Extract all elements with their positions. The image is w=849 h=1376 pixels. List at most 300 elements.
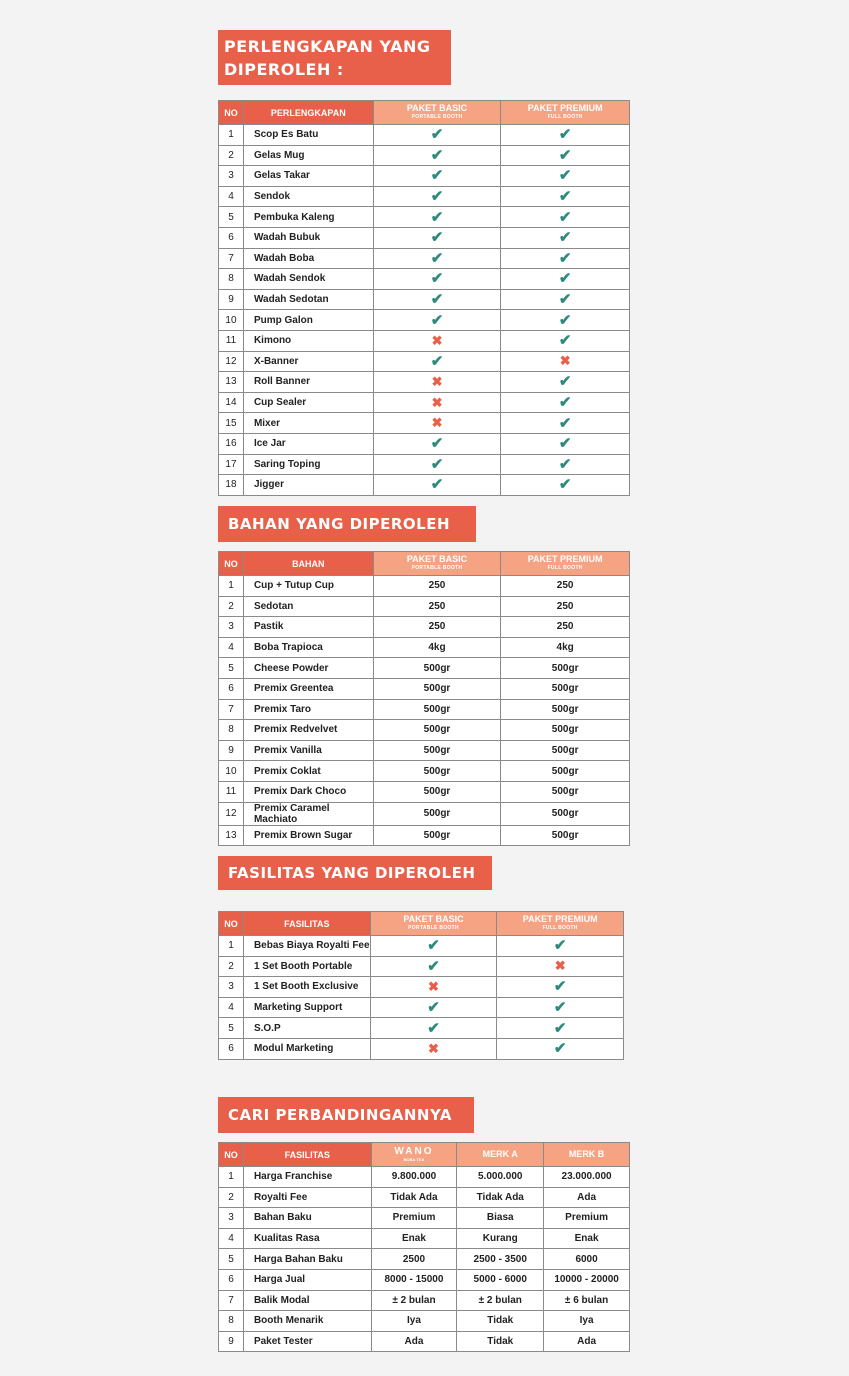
col-header-name: FASILITAS xyxy=(243,912,370,936)
row-label: Kimono xyxy=(243,330,373,351)
row-label: Cup Sealer xyxy=(243,392,373,413)
cell-b xyxy=(501,248,630,269)
cell-b xyxy=(501,372,630,393)
row-number: 11 xyxy=(219,330,244,351)
table-row xyxy=(219,1167,630,1188)
row-label: Sedotan xyxy=(243,596,373,617)
row-label: Harga Franchise xyxy=(243,1167,371,1188)
cell-a xyxy=(370,977,497,998)
col-header-premium-label: PAKET PREMIUM xyxy=(527,102,603,113)
row-label: Harga Jual xyxy=(243,1269,371,1290)
cell-a xyxy=(370,956,497,977)
table-row xyxy=(219,475,630,496)
cell-b: 250 xyxy=(501,576,630,597)
cell-b xyxy=(497,1038,624,1059)
row-number: 5 xyxy=(219,1249,244,1270)
table-row xyxy=(219,269,630,290)
check-icon: ✔ xyxy=(558,146,572,164)
cell-a: 250 xyxy=(373,617,501,638)
row-number: 4 xyxy=(219,186,244,207)
cell-a xyxy=(373,475,501,496)
cell-a: 250 xyxy=(373,596,501,617)
section-banner-perlengkapan xyxy=(218,30,451,85)
cell-b xyxy=(501,351,630,372)
section-title-line2: DIPEROLEH : xyxy=(224,60,344,79)
row-number: 11 xyxy=(219,781,244,802)
cell-b xyxy=(497,956,624,977)
check-icon: ✔ xyxy=(430,126,444,144)
row-label: Premix Dark Choco xyxy=(243,781,373,802)
row-number: 3 xyxy=(219,617,244,638)
cell-a xyxy=(373,330,501,351)
cell-a xyxy=(373,227,501,248)
check-icon: ✔ xyxy=(558,270,572,288)
table-row xyxy=(219,977,624,998)
check-icon: ✔ xyxy=(430,291,444,309)
row-label: Premix Redvelvet xyxy=(243,720,373,741)
check-icon: ✔ xyxy=(558,311,572,329)
cell-a xyxy=(373,433,501,454)
row-number: 15 xyxy=(219,413,244,434)
cell-a: 500gr xyxy=(373,699,501,720)
row-number: 8 xyxy=(219,720,244,741)
check-icon: ✔ xyxy=(558,291,572,309)
row-number: 9 xyxy=(219,289,244,310)
table-row xyxy=(219,330,630,351)
cell-a xyxy=(373,351,501,372)
table-row xyxy=(219,351,630,372)
cell-b: 500gr xyxy=(501,802,630,825)
cell-c: 6000 xyxy=(544,1249,630,1270)
col-header-basic-label: PAKET BASIC xyxy=(406,553,468,564)
table-row xyxy=(219,576,630,597)
cell-b: 500gr xyxy=(501,658,630,679)
row-label: Bahan Baku xyxy=(243,1208,371,1229)
table-row xyxy=(219,310,630,331)
row-label: 1 Set Booth Exclusive xyxy=(243,977,370,998)
cell-a: 4kg xyxy=(373,637,501,658)
cell-c: Iya xyxy=(544,1311,630,1332)
cell-a xyxy=(373,125,501,146)
cell-b xyxy=(501,413,630,434)
table-row xyxy=(219,145,630,166)
cell-b xyxy=(501,269,630,290)
row-number: 13 xyxy=(219,825,244,846)
table-row xyxy=(219,997,624,1018)
row-label: Marketing Support xyxy=(243,997,370,1018)
col-header-name: BAHAN xyxy=(243,552,373,576)
check-icon: ✔ xyxy=(430,146,444,164)
row-label: Premix Taro xyxy=(243,699,373,720)
row-label: Wadah Boba xyxy=(243,248,373,269)
cell-a: 2500 xyxy=(371,1249,457,1270)
cell-b xyxy=(501,392,630,413)
table-row xyxy=(219,781,630,802)
row-label: Cup + Tutup Cup xyxy=(243,576,373,597)
check-icon: ✔ xyxy=(430,249,444,267)
table-row xyxy=(219,125,630,146)
row-number: 5 xyxy=(219,658,244,679)
col-header-basic-label: PAKET BASIC xyxy=(406,102,468,113)
col-header-merk-a: MERK A xyxy=(457,1143,544,1167)
cell-c: Premium xyxy=(544,1208,630,1229)
cell-a xyxy=(373,372,501,393)
row-label: Paket Tester xyxy=(243,1331,371,1352)
section-title: FASILITAS YANG DIPEROLEH xyxy=(228,864,476,882)
col-header-no: NO xyxy=(219,1143,244,1167)
table-row xyxy=(219,740,630,761)
row-number: 10 xyxy=(219,761,244,782)
check-icon: ✔ xyxy=(430,352,444,370)
row-number: 13 xyxy=(219,372,244,393)
check-icon: ✔ xyxy=(430,229,444,247)
cell-b xyxy=(501,330,630,351)
row-number: 7 xyxy=(219,699,244,720)
section-title-line1: PERLENGKAPAN YANG xyxy=(224,37,431,56)
cell-b: Biasa xyxy=(457,1208,544,1229)
cell-b xyxy=(501,227,630,248)
cell-b xyxy=(497,977,624,998)
row-number: 14 xyxy=(219,392,244,413)
check-icon: ✔ xyxy=(558,332,572,350)
cell-b xyxy=(501,125,630,146)
table-row xyxy=(219,658,630,679)
section-banner-bahan xyxy=(218,506,476,542)
cell-b: Tidak xyxy=(457,1311,544,1332)
cell-a: 500gr xyxy=(373,761,501,782)
cell-b: 4kg xyxy=(501,637,630,658)
table-bahan xyxy=(218,551,630,846)
row-label: Pastik xyxy=(243,617,373,638)
check-icon: ✔ xyxy=(558,229,572,247)
table-row xyxy=(219,433,630,454)
check-icon: ✔ xyxy=(553,1040,567,1058)
table-body xyxy=(219,125,630,496)
cell-a: Premium xyxy=(371,1208,457,1229)
col-header-premium xyxy=(501,101,630,125)
row-number: 5 xyxy=(219,207,244,228)
row-number: 6 xyxy=(219,227,244,248)
col-header-basic xyxy=(373,101,501,125)
table-row xyxy=(219,1187,630,1208)
check-icon: ✔ xyxy=(430,455,444,473)
col-header-merk-b: MERK B xyxy=(544,1143,630,1167)
row-label: Premix Caramel Machiato xyxy=(243,802,373,825)
row-label: Premix Brown Sugar xyxy=(243,825,373,846)
row-number: 1 xyxy=(219,125,244,146)
cell-a: 250 xyxy=(373,576,501,597)
table-row xyxy=(219,166,630,187)
cell-a: 500gr xyxy=(373,825,501,846)
row-label: Gelas Mug xyxy=(243,145,373,166)
col-header-premium xyxy=(497,912,624,936)
table-body xyxy=(219,936,624,1060)
cell-a: ± 2 bulan xyxy=(371,1290,457,1311)
cell-b: ± 2 bulan xyxy=(457,1290,544,1311)
cell-a xyxy=(373,186,501,207)
row-label: Roll Banner xyxy=(243,372,373,393)
col-header-premium-sub: FULL BOOTH xyxy=(547,564,583,571)
row-label: Wadah Sendok xyxy=(243,269,373,290)
row-label: Scop Es Batu xyxy=(243,125,373,146)
cell-a xyxy=(373,289,501,310)
check-icon: ✔ xyxy=(430,208,444,226)
cross-icon: ✖ xyxy=(554,958,566,974)
row-label: Wadah Sedotan xyxy=(243,289,373,310)
col-header-basic-sub: PORTABLE BOOTH xyxy=(408,924,459,931)
row-number: 4 xyxy=(219,1228,244,1249)
row-number: 3 xyxy=(219,166,244,187)
check-icon: ✔ xyxy=(427,937,440,955)
table-row xyxy=(219,936,624,957)
table-row xyxy=(219,617,630,638)
table-row xyxy=(219,1290,630,1311)
row-number: 16 xyxy=(219,433,244,454)
row-label: Balik Modal xyxy=(243,1290,371,1311)
row-label: Kualitas Rasa xyxy=(243,1228,371,1249)
row-label: Saring Toping xyxy=(243,454,373,475)
row-number: 8 xyxy=(219,269,244,290)
col-header-basic xyxy=(370,912,497,936)
row-number: 2 xyxy=(219,145,244,166)
col-header-name: PERLENGKAPAN xyxy=(243,101,373,125)
table-row xyxy=(219,637,630,658)
section-banner-fasilitas xyxy=(218,856,492,890)
row-label: Booth Menarik xyxy=(243,1311,371,1332)
row-label: Boba Trapioca xyxy=(243,637,373,658)
cell-b: Kurang xyxy=(457,1228,544,1249)
check-icon: ✔ xyxy=(558,414,572,432)
check-icon: ✔ xyxy=(553,937,567,955)
table-row xyxy=(219,825,630,846)
table-perlengkapan xyxy=(218,100,630,496)
check-icon: ✔ xyxy=(558,394,572,412)
row-label: Premix Vanilla xyxy=(243,740,373,761)
row-number: 1 xyxy=(219,576,244,597)
cell-b: 500gr xyxy=(501,781,630,802)
row-label: Harga Bahan Baku xyxy=(243,1249,371,1270)
cell-a: 8000 - 15000 xyxy=(371,1269,457,1290)
cell-b: Tidak xyxy=(457,1331,544,1352)
check-icon: ✔ xyxy=(430,188,444,206)
cell-b: 500gr xyxy=(501,740,630,761)
row-number: 2 xyxy=(219,596,244,617)
row-number: 4 xyxy=(219,997,244,1018)
cell-a xyxy=(370,997,497,1018)
cell-b: 500gr xyxy=(501,761,630,782)
cell-b: 2500 - 3500 xyxy=(457,1249,544,1270)
check-icon: ✔ xyxy=(430,167,444,185)
cell-b xyxy=(501,433,630,454)
wano-logo-sub: BOBA TEA xyxy=(403,1157,425,1162)
table-row xyxy=(219,1311,630,1332)
row-number: 7 xyxy=(219,1290,244,1311)
row-number: 9 xyxy=(219,740,244,761)
cell-b xyxy=(501,145,630,166)
cell-b xyxy=(501,454,630,475)
col-header-basic xyxy=(373,552,501,576)
col-header-no: NO xyxy=(219,912,244,936)
cell-b: Tidak Ada xyxy=(457,1187,544,1208)
table-row xyxy=(219,248,630,269)
cell-a: Iya xyxy=(371,1311,457,1332)
table-row xyxy=(219,186,630,207)
table-row xyxy=(219,1228,630,1249)
cell-b: 5.000.000 xyxy=(457,1167,544,1188)
row-label: Sendok xyxy=(243,186,373,207)
cell-b: 500gr xyxy=(501,720,630,741)
check-icon: ✔ xyxy=(558,126,572,144)
section-title: BAHAN YANG DIPEROLEH xyxy=(228,515,451,533)
check-icon: ✔ xyxy=(430,435,444,453)
row-label: S.O.P xyxy=(243,1018,370,1039)
cell-c: Enak xyxy=(544,1228,630,1249)
check-icon: ✔ xyxy=(558,373,572,391)
table-row xyxy=(219,207,630,228)
cell-a xyxy=(373,145,501,166)
row-label: Pembuka Kaleng xyxy=(243,207,373,228)
cell-b: 500gr xyxy=(501,699,630,720)
col-header-basic-sub: PORTABLE BOOTH xyxy=(411,564,463,571)
cell-a xyxy=(373,454,501,475)
cell-b: 250 xyxy=(501,596,630,617)
row-number: 7 xyxy=(219,248,244,269)
table-row xyxy=(219,1038,624,1059)
cell-a xyxy=(373,207,501,228)
row-label: Mixer xyxy=(243,413,373,434)
row-label: Premix Greentea xyxy=(243,678,373,699)
row-label: Royalti Fee xyxy=(243,1187,371,1208)
check-icon: ✔ xyxy=(558,167,572,185)
check-icon: ✔ xyxy=(558,188,572,206)
table-row xyxy=(219,392,630,413)
check-icon: ✔ xyxy=(558,455,572,473)
cross-icon: ✖ xyxy=(431,373,443,389)
table-row xyxy=(219,761,630,782)
row-label: Cheese Powder xyxy=(243,658,373,679)
row-number: 8 xyxy=(219,1311,244,1332)
table-row xyxy=(219,289,630,310)
cross-icon: ✖ xyxy=(559,353,571,369)
col-header-no: NO xyxy=(219,552,244,576)
row-number: 2 xyxy=(219,956,244,977)
check-icon: ✔ xyxy=(430,476,444,494)
cell-a: Ada xyxy=(371,1331,457,1352)
table-row xyxy=(219,1208,630,1229)
cell-c: 23.000.000 xyxy=(544,1167,630,1188)
table-row xyxy=(219,1269,630,1290)
table-fasilitas xyxy=(218,911,624,1060)
cell-a: Enak xyxy=(371,1228,457,1249)
cell-c: Ada xyxy=(544,1187,630,1208)
row-number: 3 xyxy=(219,977,244,998)
cross-icon: ✖ xyxy=(431,394,443,410)
cell-c: Ada xyxy=(544,1331,630,1352)
cell-b xyxy=(501,475,630,496)
col-header-basic-label: PAKET BASIC xyxy=(403,913,464,924)
row-number: 3 xyxy=(219,1208,244,1229)
cell-b xyxy=(501,207,630,228)
table-row xyxy=(219,454,630,475)
row-label: Premix Coklat xyxy=(243,761,373,782)
row-number: 1 xyxy=(219,1167,244,1188)
cell-b xyxy=(501,186,630,207)
table-row xyxy=(219,699,630,720)
col-header-premium-sub: FULL BOOTH xyxy=(547,113,583,120)
cross-icon: ✖ xyxy=(431,415,443,431)
cell-b: 5000 - 6000 xyxy=(457,1269,544,1290)
cell-a: 500gr xyxy=(373,720,501,741)
cross-icon: ✖ xyxy=(428,978,439,994)
table-row xyxy=(219,596,630,617)
row-number: 10 xyxy=(219,310,244,331)
cell-a xyxy=(373,248,501,269)
cell-b xyxy=(501,289,630,310)
cell-b xyxy=(497,1018,624,1039)
row-number: 6 xyxy=(219,1269,244,1290)
table-perbandingan xyxy=(218,1142,630,1352)
table-body xyxy=(219,1167,630,1352)
col-header-no: NO xyxy=(219,101,244,125)
cell-a xyxy=(373,310,501,331)
check-icon: ✔ xyxy=(430,270,444,288)
row-label: 1 Set Booth Portable xyxy=(243,956,370,977)
cell-a: 500gr xyxy=(373,781,501,802)
cell-a xyxy=(373,413,501,434)
col-header-premium-label: PAKET PREMIUM xyxy=(527,553,603,564)
row-number: 2 xyxy=(219,1187,244,1208)
row-label: Wadah Bubuk xyxy=(243,227,373,248)
table-row xyxy=(219,956,624,977)
cell-a: 500gr xyxy=(373,802,501,825)
row-number: 5 xyxy=(219,1018,244,1039)
row-label: Pump Galon xyxy=(243,310,373,331)
cell-a: 9.800.000 xyxy=(371,1167,457,1188)
cell-b xyxy=(497,936,624,957)
cell-a: 500gr xyxy=(373,740,501,761)
table-row xyxy=(219,802,630,825)
check-icon: ✔ xyxy=(558,249,572,267)
cell-b: 500gr xyxy=(501,678,630,699)
row-label: X-Banner xyxy=(243,351,373,372)
check-icon: ✔ xyxy=(558,435,572,453)
check-icon: ✔ xyxy=(427,957,440,975)
table-row xyxy=(219,1249,630,1270)
cell-a xyxy=(373,392,501,413)
cell-c: ± 6 bulan xyxy=(544,1290,630,1311)
col-header-name: FASILITAS xyxy=(243,1143,371,1167)
table-row xyxy=(219,1331,630,1352)
row-label: Jigger xyxy=(243,475,373,496)
col-header-basic-sub: PORTABLE BOOTH xyxy=(411,113,463,120)
table-row xyxy=(219,227,630,248)
section-banner-perbandingan xyxy=(218,1097,474,1133)
cell-b: 500gr xyxy=(501,825,630,846)
table-row xyxy=(219,413,630,434)
cell-a: 500gr xyxy=(373,678,501,699)
check-icon: ✔ xyxy=(553,999,567,1017)
cell-c: 10000 - 20000 xyxy=(544,1269,630,1290)
check-icon: ✔ xyxy=(427,1019,440,1037)
row-label: Bebas Biaya Royalti Fee xyxy=(243,936,370,957)
table-row xyxy=(219,372,630,393)
cell-a xyxy=(370,1038,497,1059)
check-icon: ✔ xyxy=(430,311,444,329)
section-title: CARI PERBANDINGANNYA xyxy=(228,1106,453,1124)
table-row xyxy=(219,720,630,741)
row-number: 12 xyxy=(219,802,244,825)
col-header-premium xyxy=(501,552,630,576)
